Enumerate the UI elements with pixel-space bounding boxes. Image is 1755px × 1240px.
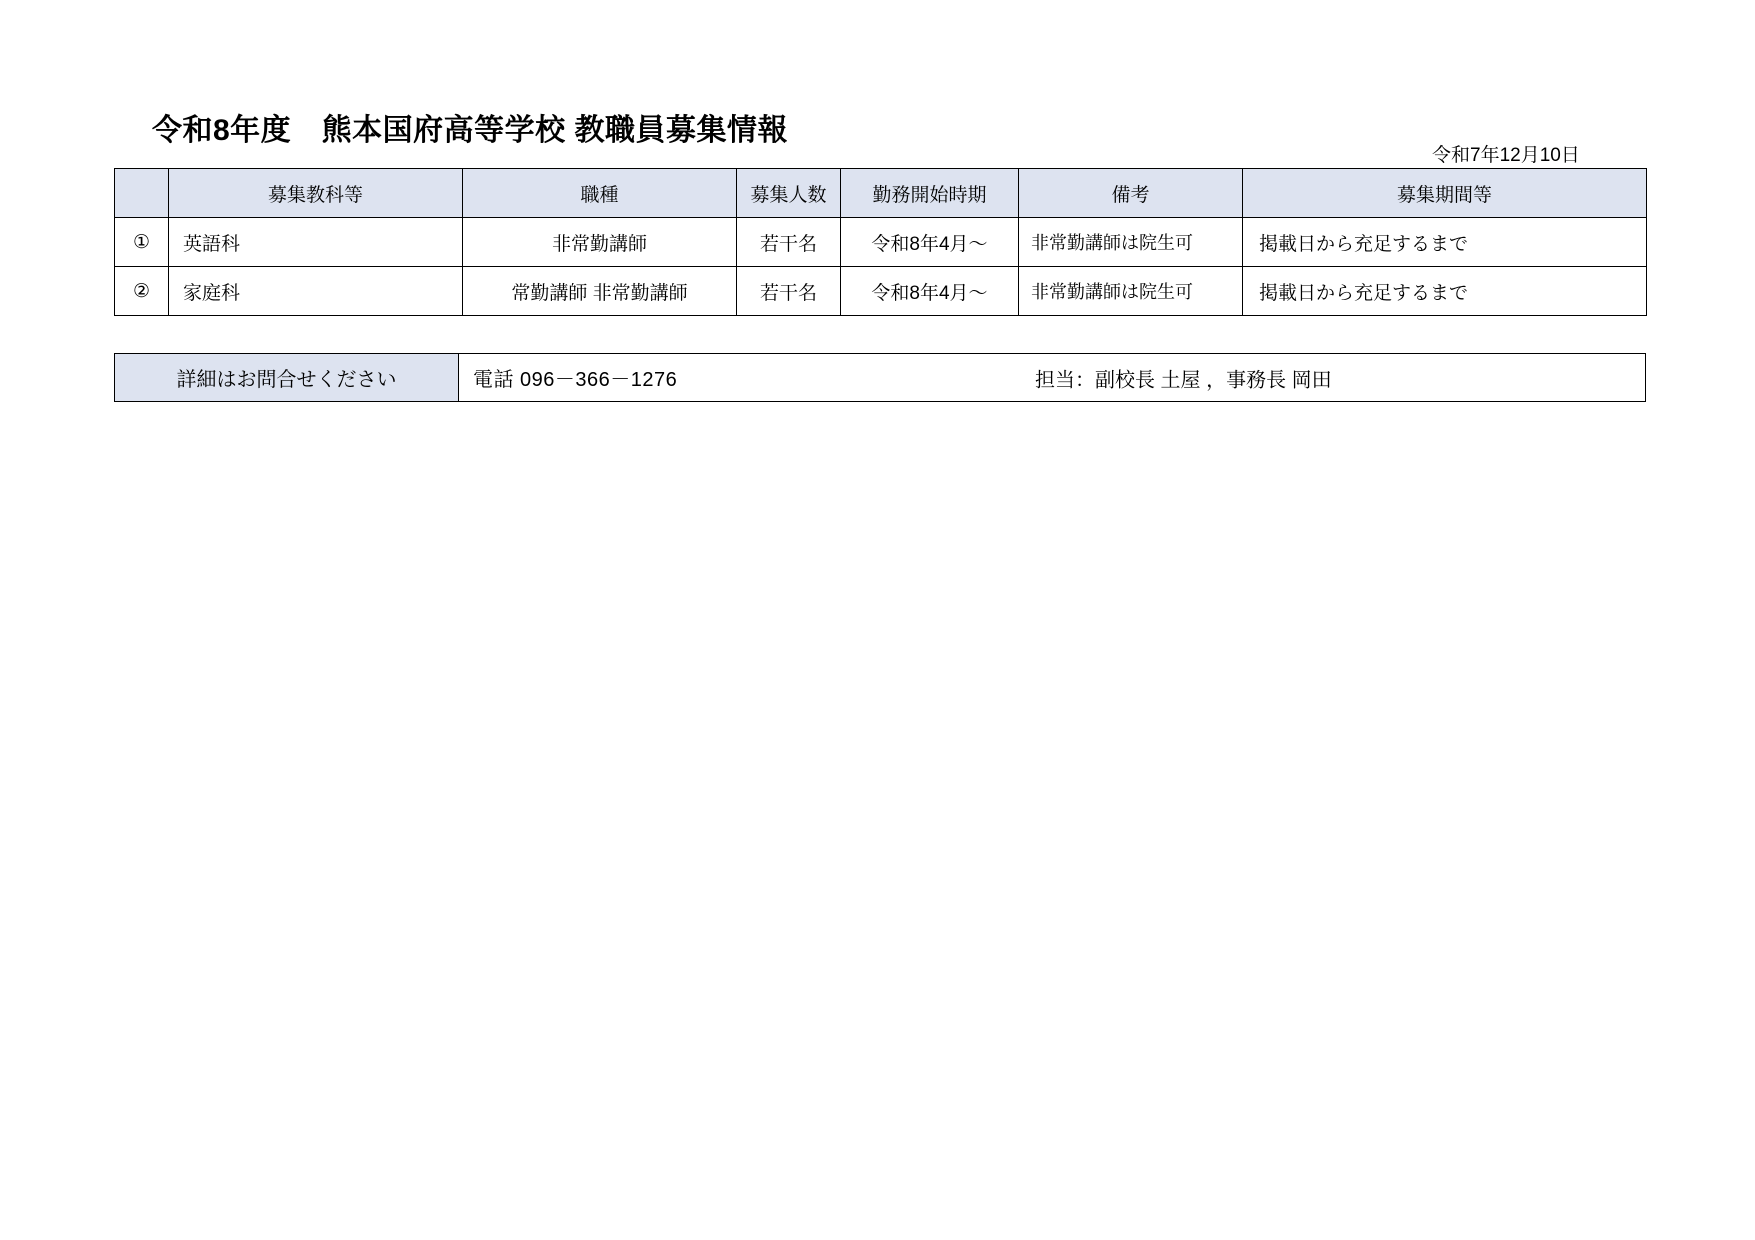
cell-start: 令和8年4月～ <box>841 218 1019 267</box>
contact-details <box>459 354 1646 402</box>
header-start: 勤務開始時期 <box>841 169 1019 218</box>
cell-note: 非常勤講師は院生可 <box>1019 267 1243 316</box>
cell-note: 非常勤講師は院生可 <box>1019 218 1243 267</box>
contact-row <box>115 354 1646 402</box>
cell-term: 掲載日から充足するまで <box>1243 218 1647 267</box>
cell-start: 令和8年4月～ <box>841 267 1019 316</box>
table-header-row <box>115 169 1647 218</box>
cell-openings: 若干名 <box>737 218 841 267</box>
table-row <box>115 267 1647 316</box>
cell-subject: 英語科 <box>169 218 463 267</box>
cell-job-type: 常勤講師 非常勤講師 <box>463 267 737 316</box>
page-title: 令和8年度 熊本国府高等学校 教職員募集情報 <box>152 114 789 147</box>
cell-subject: 家庭科 <box>169 267 463 316</box>
header-openings: 募集人数 <box>737 169 841 218</box>
cell-openings: 若干名 <box>737 267 841 316</box>
cell-no: ② <box>115 267 169 316</box>
header-term: 募集期間等 <box>1243 169 1647 218</box>
header-note: 備考 <box>1019 169 1243 218</box>
header-job-type: 職種 <box>463 169 737 218</box>
cell-no: ① <box>115 218 169 267</box>
header-no <box>115 169 169 218</box>
contact-phone: 電話 096－366－1276 <box>473 369 678 391</box>
recruitment-table <box>114 168 1647 316</box>
contact-person: 担当：副校長 土屋 ，事務長 岡田 <box>1035 369 1332 391</box>
document-date: 令和7年12月10日 <box>1432 145 1580 166</box>
table-row <box>115 218 1647 267</box>
cell-term: 掲載日から充足するまで <box>1243 267 1647 316</box>
contact-table <box>114 353 1646 402</box>
header-subject: 募集教科等 <box>169 169 463 218</box>
contact-label: 詳細はお問合せください <box>115 354 459 402</box>
cell-job-type: 非常勤講師 <box>463 218 737 267</box>
